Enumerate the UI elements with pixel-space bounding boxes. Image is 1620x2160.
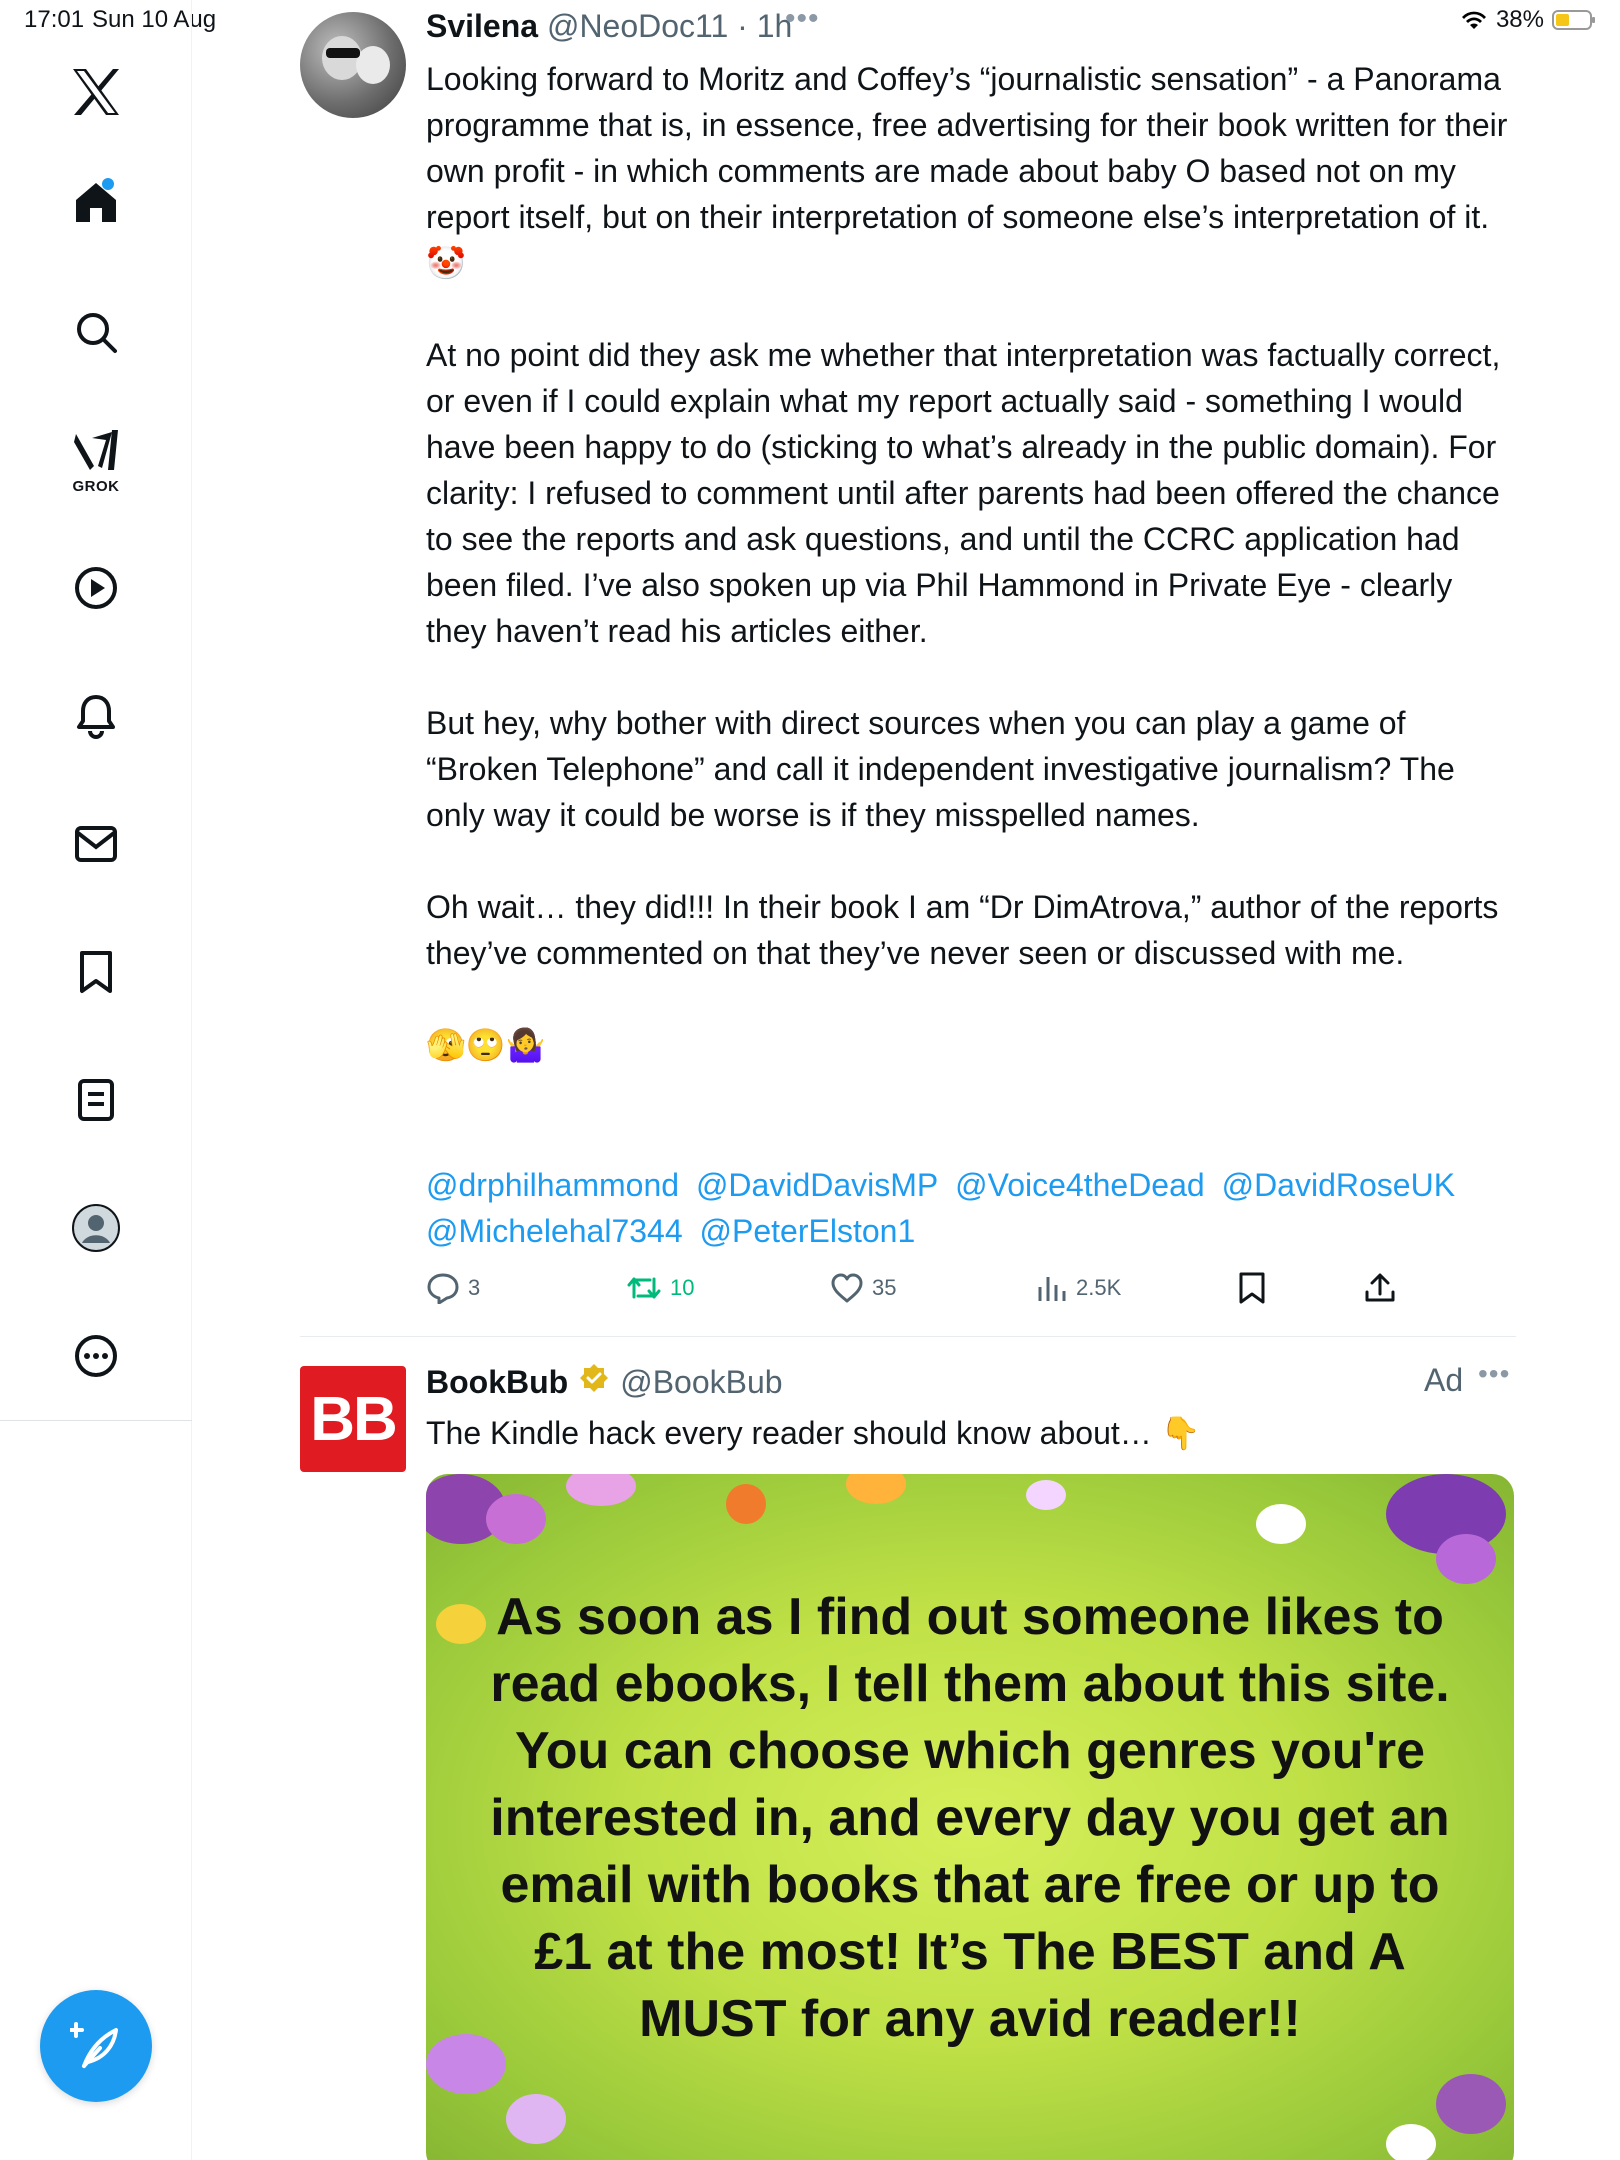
reply-button[interactable]	[426, 1266, 480, 1310]
tweet-paragraph: But hey, why bother with direct sources when you can play a game of “Broken Telephone” and call it independent investigative journalism? The only way it could be worse is if they misspelled names.	[426, 705, 1455, 833]
share-icon	[1364, 1272, 1396, 1304]
author-handle[interactable]: @NeoDoc11	[546, 8, 729, 44]
reply-icon	[426, 1272, 460, 1304]
notification-dot	[102, 178, 114, 190]
compose-button[interactable]	[40, 1990, 152, 2102]
tweet-paragraph: At no point did they ask me whether that interpretation was factually correct, or even if I could explain what my report actually said - something I would have been happy to do (sticking to what’s already in the public domain). For clarity: I refused to comment until after parents had been offered the chance to see the reports and ask questions, and until the CCRC application had been filed. I’ve also spoken up via Phil Hammond in Private Eye - clearly they haven’t read his articles either.	[426, 337, 1501, 649]
ad-more-options-icon[interactable]: •••	[1478, 1358, 1511, 1389]
tweet-paragraph: Oh wait… they did!!! In their book I am “Dr DimAtrova,” author of the reports they’ve commented on that they’ve never seen or discussed with me.	[426, 889, 1499, 971]
sidebar-item-notifications[interactable]	[66, 686, 126, 746]
ad-author-name[interactable]: BookBub	[426, 1363, 569, 1400]
ad-text: The Kindle hack every reader should know about… 👇	[426, 1415, 1201, 1451]
views-chart-icon	[1036, 1273, 1068, 1303]
retweet-icon	[626, 1273, 662, 1303]
status-time: 17:01	[24, 6, 85, 33]
sidebar-item-profile[interactable]	[66, 1198, 126, 1258]
sidebar-item-lists[interactable]	[66, 1070, 126, 1130]
sidebar-item-home[interactable]	[66, 172, 126, 232]
mention-link[interactable]: @PeterElston1	[699, 1213, 916, 1249]
mention-link[interactable]: @drphilhammond	[426, 1167, 680, 1203]
profile-icon	[71, 1203, 121, 1253]
heart-icon	[830, 1273, 864, 1303]
status-right	[1460, 6, 1596, 34]
verified-badge-icon	[578, 1362, 610, 1402]
notifications-bell-icon	[75, 693, 117, 739]
author-name[interactable]: Svilena	[426, 8, 539, 44]
sidebar-item-more[interactable]	[66, 1326, 126, 1386]
ad-header	[426, 1362, 783, 1402]
sidebar-item-messages[interactable]	[66, 814, 126, 874]
sidebar-nav	[0, 0, 192, 2160]
retweet-count: 10	[670, 1275, 695, 1300]
sidebar-item-search[interactable]	[66, 302, 126, 362]
more-circle-icon	[74, 1334, 118, 1378]
ad-image-copy: As soon as I find out someone likes to read ebooks, I tell them about this site. You can choose which genres you're interested in, and every day you get an email with books that are free or up to £1 at the most! It’s The BEST and A MUST for any avid reader!!	[490, 1588, 1450, 2048]
retweet-button[interactable]	[626, 1266, 694, 1310]
sidebar-item-grok[interactable]	[66, 420, 126, 480]
tweet-actions	[426, 1266, 1426, 1310]
grok-label: GROK	[72, 478, 120, 495]
status-date: Sun 10 Aug	[92, 6, 217, 33]
header-separator: ·	[737, 8, 748, 44]
search-icon	[74, 310, 118, 354]
grok-icon	[72, 428, 120, 472]
ad-image[interactable]	[426, 1474, 1514, 2160]
tweet-mentions	[426, 1162, 1516, 1254]
mention-link[interactable]: @DavidRoseUK	[1221, 1167, 1456, 1203]
tweet-paragraph: Looking forward to Moritz and Coffey’s “journalistic sensation” - a Panorama programme that is, in essence, free advertising for their book written for their own profit - in which comments are made about baby O based not on my report itself, but on their interpretation of someone else’s interpretation of it. 🤡	[426, 61, 1508, 281]
mention-link[interactable]: @Michelehal7344	[426, 1213, 683, 1249]
share-button[interactable]	[1364, 1266, 1396, 1310]
sidebar-item-video[interactable]	[66, 558, 126, 618]
like-count: 35	[872, 1275, 897, 1300]
battery-icon	[1552, 9, 1596, 31]
x-logo-icon[interactable]	[66, 62, 126, 122]
mention-link[interactable]: @Voice4theDead	[955, 1167, 1205, 1203]
wifi-icon	[1460, 9, 1488, 31]
mention-link[interactable]: @DavidDavisMP	[695, 1167, 939, 1203]
video-play-icon	[74, 566, 118, 610]
ad-label: Ad	[1424, 1362, 1464, 1398]
sidebar-divider	[0, 1420, 192, 1421]
ad-author-handle[interactable]: @BookBub	[620, 1363, 783, 1400]
views-button[interactable]	[1036, 1266, 1121, 1310]
avatar[interactable]	[300, 12, 406, 118]
battery-percent: 38%	[1495, 6, 1544, 33]
tweet-emoji-line: 🫣🙄🤷‍♀️	[426, 1026, 546, 1064]
sidebar-item-bookmarks[interactable]	[66, 942, 126, 1002]
tweet-time[interactable]: 1h	[756, 8, 793, 44]
tweet-divider	[300, 1336, 1516, 1337]
bookmark-icon	[1238, 1271, 1266, 1305]
views-count: 2.5K	[1076, 1275, 1122, 1300]
messages-envelope-icon	[74, 825, 118, 863]
tweet-text	[426, 56, 1516, 1068]
tweet-header	[426, 8, 792, 45]
reply-count: 3	[468, 1275, 481, 1300]
bookbub-logo[interactable]: BB	[300, 1366, 406, 1472]
lists-icon	[77, 1078, 115, 1122]
bookmarks-icon	[78, 950, 114, 994]
more-options-icon[interactable]: •••	[785, 2, 820, 35]
compose-feather-icon	[70, 2020, 122, 2072]
bookmark-button[interactable]	[1238, 1266, 1266, 1310]
like-button[interactable]	[830, 1266, 896, 1310]
